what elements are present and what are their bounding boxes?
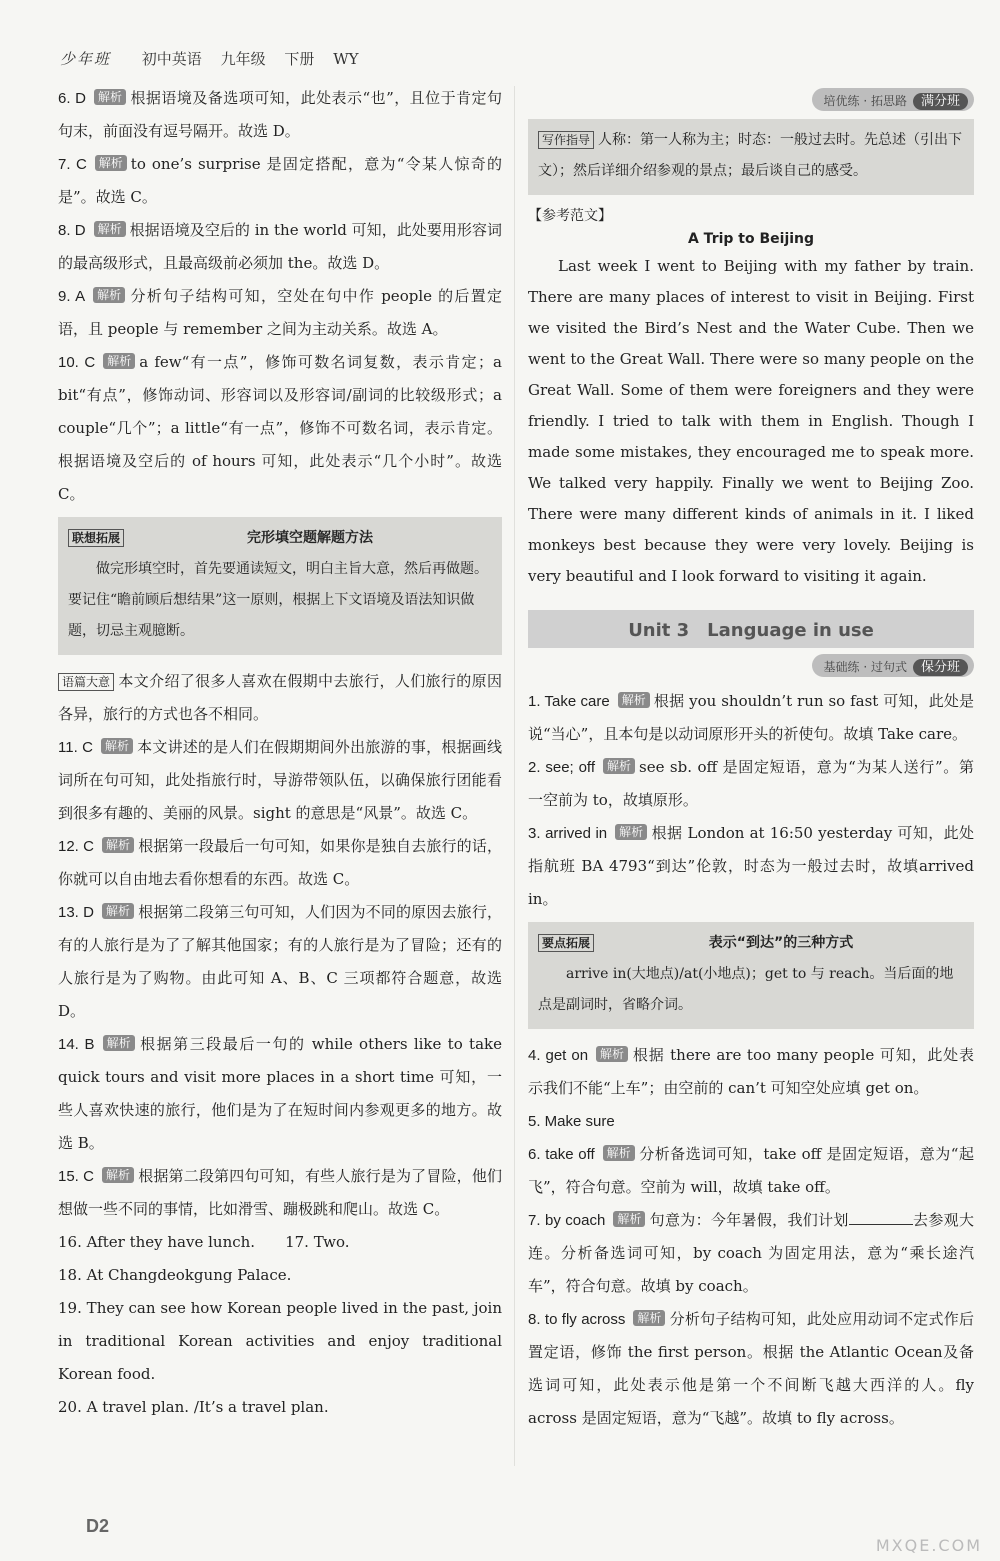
answer-number: 13. D — [58, 904, 95, 921]
extension-tag: 联想拓展 — [68, 529, 124, 547]
analysis-tag: 解析 — [93, 287, 125, 303]
right-answers-a — [528, 685, 974, 916]
answer-text: 分析句子结构可知，此处应用动词不定式作后置定语，修饰 the first person。根据 the Atlantic Ocean及备选词可知，此处表示他是第一个不间断飞越大西洋的人。fly across 是固定短语，意为“飞越”。故填 to fly across。 — [528, 1310, 974, 1427]
watermark: MXQE.COM — [875, 1536, 982, 1555]
answer-number: 4. get on — [528, 1047, 589, 1064]
answer-number: 5. Make sure — [528, 1113, 615, 1130]
short-answer: 16. After they have lunch. 17. Two. — [58, 1233, 350, 1251]
analysis-tag: 解析 — [615, 824, 647, 840]
answer-text: a few“有一点”，修饰可数名词复数，表示肯定；a bit“有点”，修饰动词、形容词以及形容词/副词的比较级形式；a couple“几个”；a little“有一点”，修饰不可数名词，表示肯定。根据语境及空后的 of hours 可知，此处表示“几个小时”。故选 C。 — [58, 353, 502, 503]
answer-item — [58, 346, 502, 511]
analysis-tag: 解析 — [102, 903, 134, 919]
left-answers-b — [58, 731, 502, 1226]
header-grade: 九年级 — [220, 50, 266, 68]
answer-number: 10. C — [58, 354, 96, 371]
short-answers — [58, 1226, 502, 1424]
analysis-tag: 解析 — [613, 1211, 645, 1227]
writing-tag: 写作指导 — [538, 131, 594, 149]
blank-line — [849, 1210, 913, 1225]
page-number: D2 — [86, 1516, 110, 1536]
analysis-tag: 解析 — [603, 1145, 635, 1161]
answer-item — [528, 1105, 974, 1138]
analysis-tag: 解析 — [94, 89, 126, 105]
answer-number: 7. by coach — [528, 1212, 606, 1229]
answer-item — [58, 1028, 502, 1160]
answer-item — [58, 280, 502, 346]
writing-text: 人称：第一人称为主；时态：一般过去时。先总述（引出下文）；然后详细介绍参观的景点；最后谈自己的感受。 — [538, 132, 963, 179]
page-header — [60, 48, 373, 69]
answer-number: 12. C — [58, 838, 95, 855]
answer-number: 2. see; off — [528, 759, 595, 776]
extension-box — [58, 517, 502, 655]
analysis-tag: 解析 — [102, 1167, 134, 1183]
pill-label: 满分班 — [913, 93, 968, 110]
answer-text: 去参观大连。分析备选词可知，by coach 为固定用法，意为“乘长途汽车”，符合句意。故填 by coach。 — [528, 1211, 974, 1295]
answer-item — [528, 685, 974, 751]
reference-title: 【参考范文】 — [528, 208, 612, 224]
analysis-tag: 解析 — [103, 353, 135, 369]
answer-number: 15. C — [58, 1168, 95, 1185]
answer-item — [58, 214, 502, 280]
answer-text: 根据第二段第四句可知，有些人旅行是为了冒险，他们想做一些不同的事情，比如滑雪、蹦极跳和爬山。故选 C。 — [58, 1167, 502, 1218]
answer-number: 11. C — [58, 739, 93, 756]
analysis-tag: 解析 — [95, 155, 127, 171]
short-answer: 18. At Changdeokgung Palace. — [58, 1266, 292, 1284]
extension-title: 完形填空题解题方法 — [247, 530, 373, 546]
answer-text: 根据第三段最后一句的 while others like to take quick tours and visit more places in a short time 可知，一些人喜欢快速的旅行，他们是为了在短时间内参观更多的地方。故选 B。 — [58, 1035, 502, 1152]
answer-number: 1. Take care — [528, 693, 610, 710]
answer-item — [58, 896, 502, 1028]
left-column — [58, 82, 502, 1424]
answer-number: 6. D — [58, 90, 86, 107]
header-subject: 初中英语 — [141, 50, 202, 68]
answer-text: 根据语境及空后的 in the world 可知，此处要用形容词的最高级形式，且最高级前必须加 the。故选 D。 — [58, 221, 502, 272]
header-edition: WY — [333, 50, 359, 68]
answer-item — [58, 82, 502, 148]
answer-item — [528, 751, 974, 817]
answer-text: 句意为：今年暑假，我们计划 — [649, 1211, 849, 1229]
summary-text: 本文介绍了很多人喜欢在假期中去旅行，人们旅行的原因各异，旅行的方式也各不相同。 — [58, 672, 502, 723]
answer-item — [58, 830, 502, 896]
analysis-tag: 解析 — [101, 738, 133, 754]
answer-item — [58, 1160, 502, 1226]
answer-number: 6. take off — [528, 1146, 595, 1163]
expansion-tag: 要点拓展 — [538, 934, 594, 952]
expansion-title: 表示“到达”的三种方式 — [708, 935, 854, 951]
unit-title: Unit 3 Language in use — [528, 610, 974, 648]
short-answer: 19. They can see how Korean people lived in the past, join in traditional Korean activities and enjoy traditional Korean food. — [58, 1299, 502, 1383]
extension-text: 做完形填空时，首先要通读短文，明白主旨大意，然后再做题。要记住“瞻前顾后想结果”这一原则，根据上下文语境及语法知识做题，切忌主观臆断。 — [68, 561, 488, 639]
answer-number: 7. C — [58, 156, 87, 173]
answer-text: 根据 there are too many people 可知，此处表示我们不能“上车”；由空前的 can’t 可知空处应填 get on。 — [528, 1046, 975, 1097]
level-pill-advanced — [812, 88, 974, 111]
answer-text: to one’s surprise 是固定搭配，意为“令某人惊奇的是”。故选 C。 — [58, 155, 502, 206]
answer-number: 3. arrived in — [528, 825, 608, 842]
answer-number: 8. to fly across — [528, 1311, 626, 1328]
answer-text: see sb. off 是固定短语，意为“为某人送行”。第一空前为 to，故填原形。 — [528, 758, 974, 809]
answer-text: 根据第一段最后一句可知，如果你是独自去旅行的话，你就可以自由地去看你想看的东西。故选 C。 — [58, 837, 502, 888]
analysis-tag: 解析 — [102, 837, 134, 853]
short-answer: 20. A travel plan. /It’s a travel plan. — [58, 1398, 329, 1416]
level-pill-basic — [812, 654, 974, 677]
column-divider — [514, 86, 515, 1466]
analysis-tag: 解析 — [618, 692, 650, 708]
analysis-tag: 解析 — [603, 758, 635, 774]
analysis-tag: 解析 — [633, 1310, 665, 1326]
answer-text: 分析句子结构可知，空处在句中作 people 的后置定语，且 people 与 remember 之间为主动关系。故选 A。 — [58, 287, 502, 338]
answer-number: 14. B — [58, 1036, 95, 1053]
right-answers-b — [528, 1039, 974, 1204]
answer-item — [58, 731, 502, 830]
answer-text: 根据第二段第三句可知，人们因为不同的原因去旅行，有的人旅行是为了了解其他国家；有的人旅行是为了冒险；还有的人旅行是为了购物。由此可知 A、B、C 三项都符合题意，故选 D。 — [58, 903, 502, 1020]
answer-text: 根据 London at 16:50 yesterday 可知，此处指航班 BA 4793“到达”伦敦，时态为一般过去时，故填arrived in。 — [528, 824, 974, 908]
analysis-tag: 解析 — [596, 1046, 628, 1062]
left-answers-a — [58, 82, 502, 511]
answer-text: 分析备选词可知，take off 是固定短语，意为“起飞”，符合句意。空前为 will，故填 take off。 — [528, 1145, 974, 1196]
answer-text: 根据语境及备选项可知，此处表示“也”，且位于肯定句句末，前面没有逗号隔开。故选 D。 — [58, 89, 502, 140]
writing-guide-box — [528, 119, 974, 195]
expansion-text: arrive in(大地点)/at(小地点)；get to 与 reach。当后面的地点是副词时，省略介词。 — [538, 966, 954, 1013]
brand-logo: 少年班 — [60, 50, 112, 68]
answer-item — [528, 1138, 974, 1204]
answer-text: 根据 you shouldn’t run so fast 可知，此处是说“当心”，且本句是以动词原形开头的祈使句。故填 Take care。 — [528, 692, 974, 743]
answer-number: 8. D — [58, 222, 86, 239]
header-volume: 下册 — [284, 50, 315, 68]
answer-item — [528, 817, 974, 916]
answer-number: 9. A — [58, 288, 86, 305]
summary — [58, 665, 502, 731]
pill-text: 培优练 · 拓思路 — [823, 94, 907, 108]
answer-text: 本文讲述的是人们在假期期间外出旅游的事，根据画线词所在句可知，此处指旅行时，导游带领队伍，以确保旅行团能看到很多有趣的、美丽的风景。sight 的意思是“风景”。故选 C。 — [58, 738, 502, 822]
answer-item — [528, 1303, 974, 1435]
analysis-tag: 解析 — [103, 1035, 135, 1051]
essay-body: Last week I went to Beijing with my father by train. There are many places of interest to visit in Beijing. First we visited the Bird’s Nest and the Water Cube. Then we went to the Great Wall. There were so many people on the Great Wall. Some of them were foreigners and they were friendly. I tried to talk with them in English. Though I made some mistakes, they encouraged me to speak more. We talked very happily. Finally we went to Beijing Zoo. There were many different kinds of animals in it. I liked monkeys best because they were very lovely. Beijing is very beautiful and I look forward to visiting it again. — [528, 257, 974, 585]
pill-text: 基础练 · 过句式 — [823, 660, 907, 674]
answer-item — [528, 1039, 974, 1105]
answer-item — [58, 148, 502, 214]
analysis-tag: 解析 — [94, 221, 126, 237]
summary-tag: 语篇大意 — [58, 673, 114, 691]
expansion-box — [528, 922, 974, 1029]
essay-title: A Trip to Beijing — [687, 231, 815, 247]
right-column — [528, 82, 974, 1435]
answer-item — [528, 1204, 974, 1303]
pill-label: 保分班 — [913, 659, 968, 676]
